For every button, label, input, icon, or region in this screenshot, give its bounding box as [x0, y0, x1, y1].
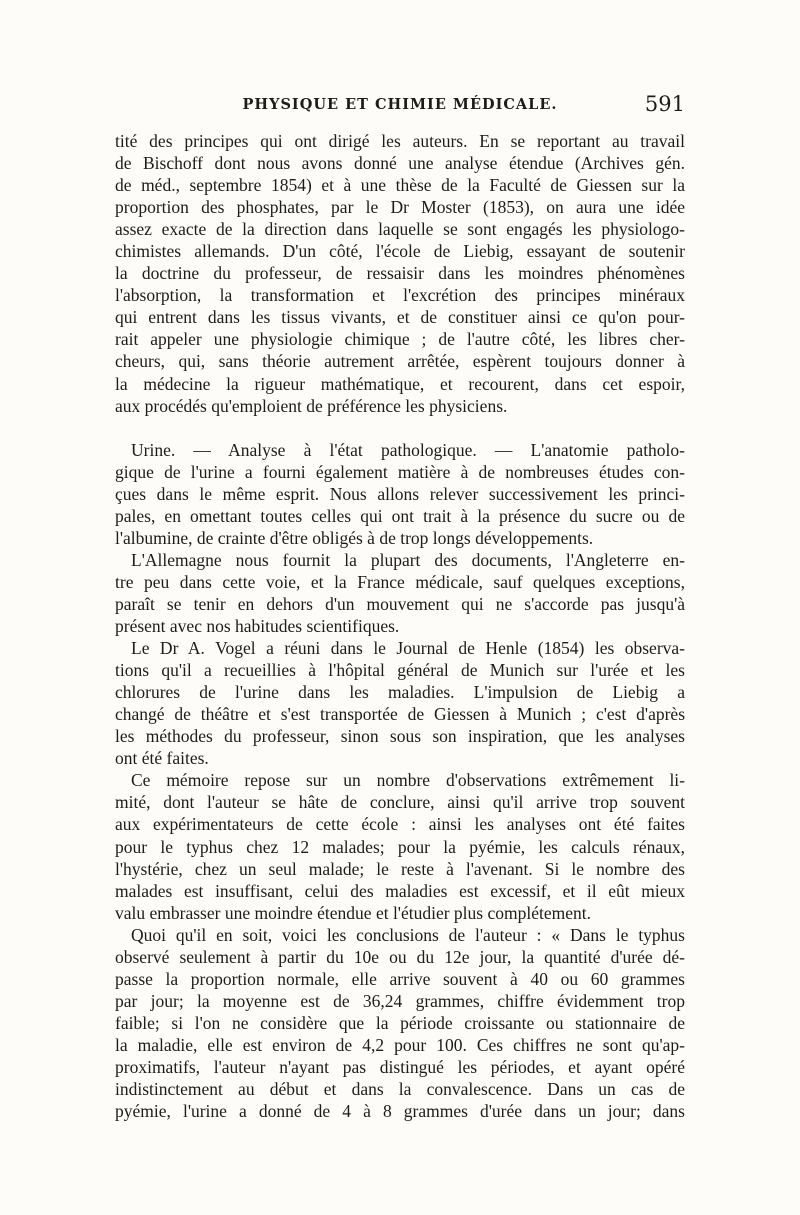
text-line: Urine. — Analyse à l'état pathologique. — L'anatomie patholo-: [131, 439, 685, 460]
text-line: indistinctement au début et dans la convalescence. Dans un cas de: [115, 1079, 685, 1100]
text-line: Quoi qu'il en soit, voici les conclusions de l'auteur : « Dans le typhus: [131, 924, 685, 945]
text-line: la doctrine du professeur, de ressaisir dans les moindres phénomènes: [115, 263, 685, 284]
text-line: rait appeler une physiologie chimique ; de l'autre côté, les libres cher-: [115, 329, 685, 350]
text-line: qui entrent dans les tissus vivants, et de constituer ainsi ce qu'on pour-: [115, 307, 685, 328]
text-line: aux expérimentateurs de cette école : ainsi les analyses ont été faites: [115, 814, 685, 835]
text-line: pour le typhus chez 12 malades; pour la pyémie, les calculs rénaux,: [115, 836, 685, 857]
text-line: passe la proportion normale, elle arrive souvent à 40 ou 60 grammes: [115, 968, 685, 989]
text-line: gique de l'urine a fourni également matière à de nombreuses études con-: [115, 461, 685, 482]
text-line: chimistes allemands. D'un côté, l'école de Liebig, essayant de soutenir: [115, 241, 685, 262]
text-line: Ce mémoire repose sur un nombre d'observations extrêmement li-: [131, 770, 685, 791]
text-line: mité, dont l'auteur se hâte de conclure, ainsi qu'il arrive trop souvent: [115, 792, 685, 813]
text-line: Le Dr A. Vogel a réuni dans le Journal de Henle (1854) les observa-: [131, 638, 685, 659]
text-line: malades est insuffisant, celui des maladies est excessif, et il eût mieux: [115, 880, 685, 901]
running-head: PHYSIQUE ET CHIMIE MÉDICALE.: [242, 96, 558, 113]
text-line: par jour; la moyenne est de 36,24 grammes, chiffre évidemment trop: [115, 990, 685, 1011]
text-line: paraît se tenir en dehors d'un mouvement qui ne s'accorde pas jusqu'à: [115, 593, 685, 614]
text-line: valu embrasser une moindre étendue et l'étudier plus complétement.: [115, 902, 591, 923]
text-line: [115, 417, 685, 439]
text-line: de Bischoff dont nous avons donné une analyse étendue (Archives gén.: [115, 153, 685, 174]
text-line: proportion des phosphates, par le Dr Moster (1853), on aura une idée: [115, 197, 685, 218]
text-line: les méthodes du professeur, sinon sous son inspiration, que les analyses: [115, 726, 685, 747]
text-line: proximatifs, l'auteur n'ayant pas distingué les périodes, et ayant opéré: [115, 1056, 685, 1077]
text-line: chlorures de l'urine dans les maladies. L'impulsion de Liebig a: [115, 682, 685, 703]
text-line: tre peu dans cette voie, et la France médicale, sauf quelques exceptions,: [115, 571, 685, 592]
text-line: tité des principes qui ont dirigé les auteurs. En se reportant au travail: [115, 131, 685, 151]
text-line: présent avec nos habitudes scientifiques.: [115, 616, 400, 637]
text-line: l'hystérie, chez un seul malade; le reste à l'avenant. Si le nombre des: [115, 858, 685, 879]
text-line: la maladie, elle est environ de 4,2 pour 100. Ces chiffres ne sont qu'ap-: [115, 1034, 685, 1055]
body-text: [115, 130, 685, 1122]
text-line: l'albumine, de crainte d'être obligés à de trop longs développements.: [115, 527, 594, 548]
text-line: aux procédés qu'emploient de préférence les physiciens.: [115, 395, 508, 416]
text-line: cheurs, qui, sans théorie autrement arrêtée, espèrent toujours donner à: [115, 351, 685, 372]
text-line: ont été faites.: [115, 748, 209, 769]
text-line: assez exacte de la direction dans laquelle se sont engagés les physiologo-: [115, 219, 685, 240]
page-header: [115, 92, 685, 122]
text-line: tions qu'il a recueillies à l'hôpital général de Munich sur l'urée et les: [115, 660, 685, 681]
text-line: de méd., septembre 1854) et à une thèse de la Faculté de Giessen sur la: [115, 175, 685, 196]
text-line: pales, en omettant toutes celles qui ont trait à la présence du sucre ou de: [115, 505, 685, 526]
text-line: la médecine la rigueur mathématique, et recourent, dans cet espoir,: [115, 373, 685, 394]
text-line: faible; si l'on ne considère que la période croissante ou stationnaire de: [115, 1012, 685, 1033]
page-number: 591: [644, 92, 685, 116]
text-line: pyémie, l'urine a donné de 4 à 8 grammes d'urée dans un jour; dans: [115, 1101, 685, 1122]
text-line: changé de théâtre et s'est transportée de Giessen à Munich ; c'est d'après: [115, 704, 685, 725]
text-line: çues dans le même esprit. Nous allons relever successivement les princi-: [115, 483, 685, 504]
text-line: l'absorption, la transformation et l'excrétion des principes minéraux: [115, 285, 685, 306]
text-line: observé seulement à partir du 10e ou du 12e jour, la quantité d'urée dé-: [115, 946, 685, 967]
text-line: L'Allemagne nous fournit la plupart des documents, l'Angleterre en-: [131, 549, 685, 570]
